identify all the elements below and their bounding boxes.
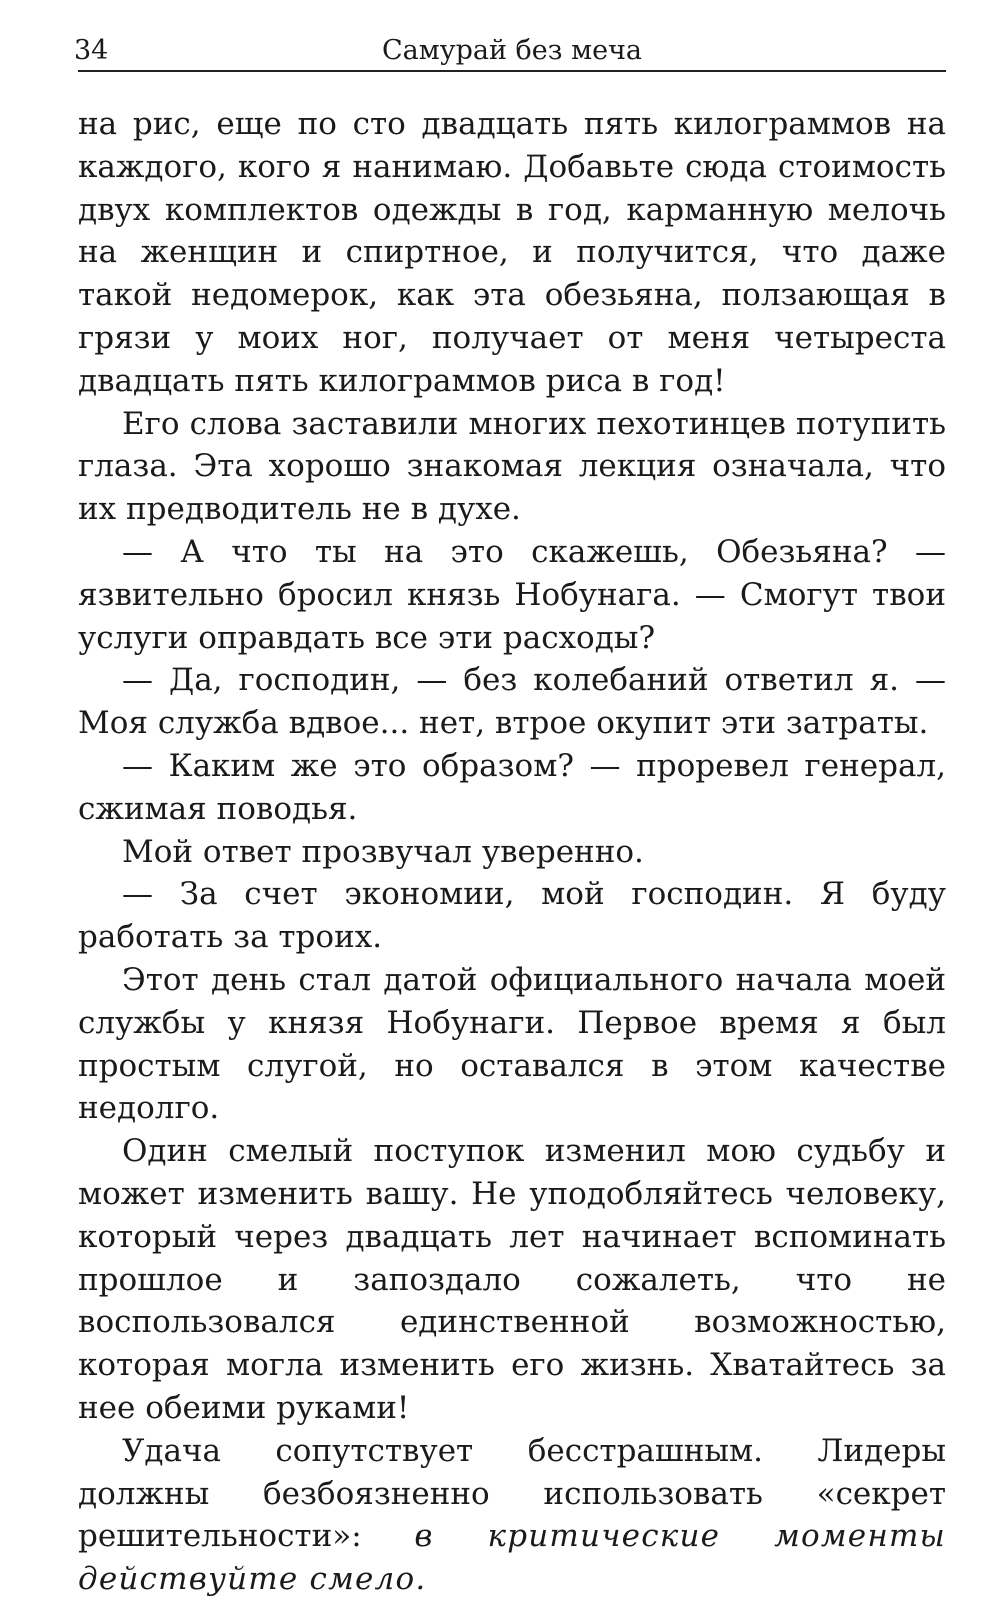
paragraph-9: Один смелый поступок изменил мою судьбу и может изменить вашу. Не уподобляйтесь человеку, который через двадцать лет начинает вспоминать прошлое и запоздало сожалеть, что не воспользовался единственной возможностью, которая могла изменить его жизнь. Хватайтесь за нее обеими руками! <box>78 1133 946 1426</box>
emphasized-maxim: в критические моменты действуйте смело. <box>78 1518 946 1598</box>
paragraph-1: на рис, еще по сто двадцать пять килограммов на каждого, кого я нанимаю. Добавьте сюда стоимость двух комплектов одежды в год, карманную мелочь на женщин и спиртное, и получится, что даже такой недомерок, как эта обезьяна, ползающая в грязи у моих ног, получает от меня четыреста двадцать пять килограммов риса в год! <box>78 106 946 399</box>
running-head <box>74 34 946 72</box>
paragraph-4-dialogue: — Да, господин, — без колебаний ответил я. — Моя служба вдвое... нет, втрое окупит эти затраты. <box>78 662 946 742</box>
book-page <box>74 0 946 1599</box>
page-number: 34 <box>74 35 109 66</box>
paragraph-8: Этот день стал датой официального начала моей службы у князя Нобунаги. Первое время я был простым слугой, но оставался в этом качестве недолго. <box>78 961 946 1127</box>
book-title: Самурай без меча <box>381 35 643 66</box>
paragraph-5-dialogue: — Каким же это образом? — проревел генерал, сжимая поводья. <box>78 747 946 827</box>
paragraph-10-text: Удача сопутствует бесстрашным. Лидеры должны безбоязненно использовать «секрет решительности»: <box>78 1432 946 1555</box>
body-text <box>78 103 946 1601</box>
paragraph-7-dialogue: — За счет экономии, мой господин. Я буду работать за троих. <box>78 876 946 956</box>
paragraph-6: Мой ответ прозвучал уверенно. <box>122 833 644 870</box>
paragraph-3-dialogue: — А что ты на это скажешь, Обезьяна? — язвительно бросил князь Нобунага. — Смогут твои услуги оправдать все эти расходы? <box>78 533 946 656</box>
paragraph-10 <box>78 1430 946 1601</box>
paragraph-2: Его слова заставили многих пехотинцев потупить глаза. Эта хорошо знакомая лекция означала, что их предводитель не в духе. <box>78 405 946 528</box>
